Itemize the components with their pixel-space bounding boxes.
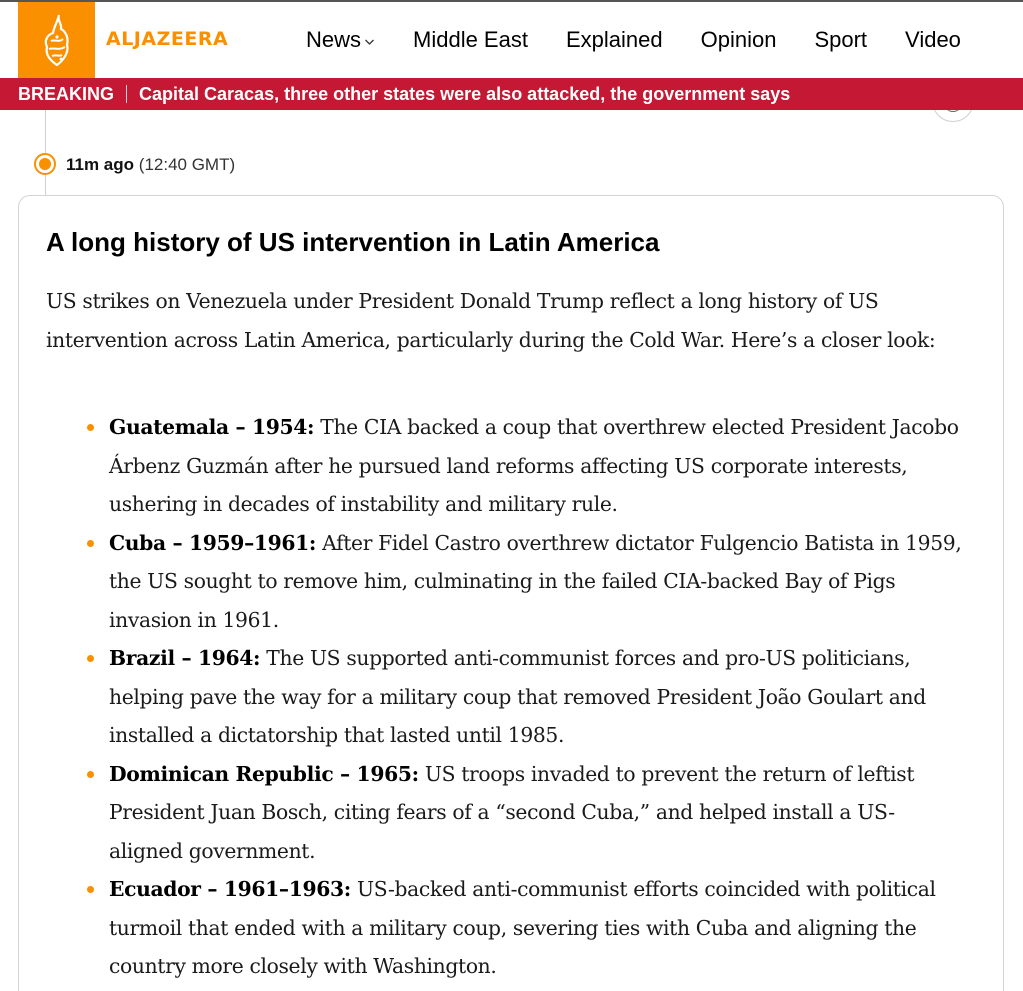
list-item [83, 408, 963, 524]
breaking-label: BREAKING [18, 83, 115, 104]
item-lead: Guatemala – 1954: [109, 415, 315, 439]
item-lead: Dominican Republic – 1965: [109, 761, 419, 786]
item-text: US-backed anti-communist efforts coincided with political turmoil that ended with a military coup, severing ties with Cuba and aligning the country more closely with Washington. [109, 877, 936, 978]
update-timestamp [66, 155, 235, 175]
update-title: A long history of US intervention in Latin America [46, 227, 660, 257]
breaking-headline[interactable]: Capital Caracas, three other states were also attacked, the government says [139, 83, 791, 104]
item-text: The US supported anti-communist forces and pro-US politicians, helping pave the way for a military coup that removed President João Goulart and installed a dictatorship that lasted until 1985. [109, 646, 926, 747]
list-item [83, 755, 963, 871]
aljazeera-calligraphy-icon [37, 11, 77, 69]
nav-item-label: Sport [814, 27, 868, 52]
chevron-down-icon [364, 38, 375, 46]
timestamp-relative: 11m ago [66, 155, 135, 174]
item-lead: Brazil – 1964: [109, 646, 261, 670]
list-item [83, 639, 963, 755]
timeline-dot-icon [34, 153, 56, 175]
item-text: After Fidel Castro overthrew dictator Fulgencio Batista in 1959, the US sought to remove him, culminating in the failed CIA-backed Bay of Pigs invasion in 1961. [109, 530, 962, 632]
site-header [0, 2, 1023, 78]
list-item [83, 524, 963, 640]
nav-item-middle-east[interactable] [413, 27, 528, 53]
nav-item-video[interactable] [905, 27, 961, 53]
nav-item-sport[interactable] [814, 27, 867, 53]
nav-item-label: Video [905, 27, 961, 52]
nav-item-label: News [306, 27, 362, 52]
logo-wordmark[interactable]: ALJAZEERA [106, 28, 229, 50]
nav-item-news[interactable] [306, 27, 375, 53]
timestamp-absolute: (12:40 GMT) [138, 155, 236, 174]
breaking-divider [126, 85, 127, 103]
list-item [83, 870, 963, 986]
aljazeera-logo[interactable] [18, 2, 95, 78]
item-lead: Ecuador – 1961–1963: [109, 877, 351, 901]
update-intro: US strikes on Venezuela under President Donald Trump reflect a long history of US intervention across Latin America, particularly during the Cold War. Here’s a closer look: [46, 289, 936, 352]
item-text: The CIA backed a coup that overthrew elected President Jacobo Árbenz Guzmán after he pursued land reforms affecting US corporate interests, ushering in decades of instability and military rule. [109, 415, 959, 516]
live-update-card [18, 195, 1004, 991]
nav-item-label: Explained [565, 27, 663, 52]
item-text: US troops invaded to prevent the return of leftist President Juan Bosch, citing fears of a “second Cuba,” and helped install a US-aligned government. [109, 761, 915, 863]
breaking-news-banner[interactable] [0, 78, 1023, 110]
bullet-icon [87, 655, 94, 662]
nav-item-label: Opinion [700, 27, 777, 52]
bullet-icon [87, 540, 94, 547]
nav-item-explained[interactable] [566, 27, 663, 53]
bullet-icon [87, 886, 94, 893]
main-nav [306, 27, 961, 53]
bullet-icon [87, 424, 94, 431]
nav-item-label: Middle East [413, 27, 528, 52]
intervention-list [83, 408, 963, 986]
item-lead: Cuba – 1959–1961: [109, 530, 317, 555]
bullet-icon [87, 771, 94, 778]
nav-item-opinion[interactable] [701, 27, 777, 53]
